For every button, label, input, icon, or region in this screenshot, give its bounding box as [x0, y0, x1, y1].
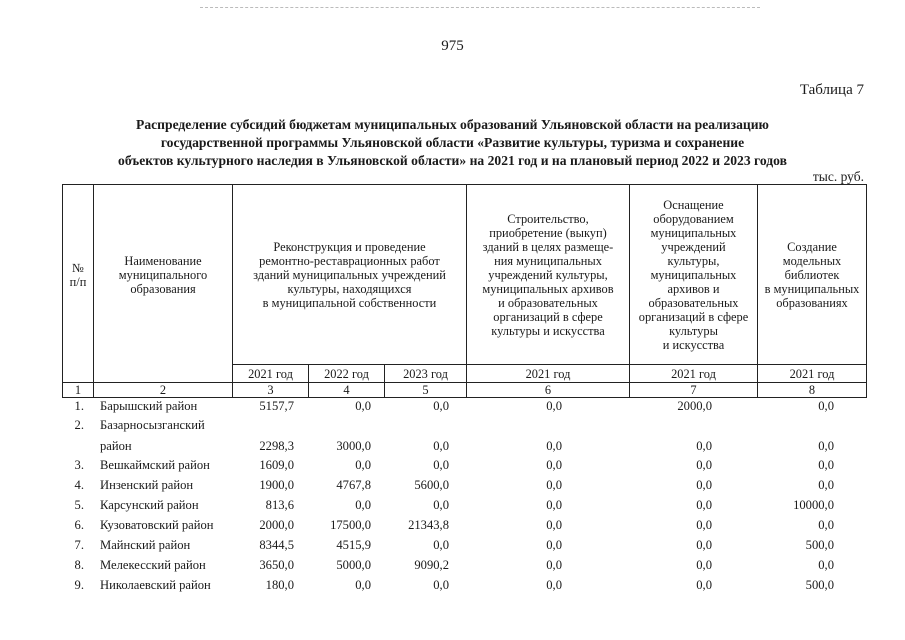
value-reconstruction-2021: 5157,7: [259, 399, 294, 413]
value-reconstruction-2022: 0,0: [355, 578, 371, 592]
value-libraries-2021: 0,0: [818, 399, 834, 413]
row-number: 6.: [74, 518, 84, 532]
value-reconstruction-2023: 0,0: [433, 439, 449, 453]
value-construction-2021: 0,0: [546, 518, 562, 532]
value-construction-2021: 0,0: [546, 498, 562, 512]
header-reconstruction: Реконструкция и проведение ремонтно-реставрационных работ зданий муниципальных учреждений культуры, находящихся в муниципальной собственности: [253, 239, 446, 310]
header-equipment: Оснащение оборудованием муниципальных учреждений культуры, муниципальных архивов и образовательных организаций в сфере культуры и искусства: [638, 197, 749, 352]
value-equipment-2021: 0,0: [696, 478, 712, 492]
value-reconstruction-2023: 0,0: [433, 498, 449, 512]
title-line: Распределение субсидий бюджетам муниципальных образований Ульяновской области на реализацию: [136, 117, 769, 132]
municipality-name: Николаевский район: [100, 578, 211, 592]
header-construction: Строительство, приобретение (выкуп) зданий в целях размеще- ния муниципальных учреждений культуры, муниципальных архивов и образовательных организаций в сфере культуры и искусства: [482, 211, 614, 338]
page-number: 975: [441, 38, 464, 54]
value-equipment-2021: 0,0: [696, 578, 712, 592]
row-number: 8.: [74, 558, 84, 572]
value-construction-2021: 0,0: [546, 578, 562, 592]
row-number: 9.: [74, 578, 84, 592]
value-reconstruction-2023: 0,0: [433, 399, 449, 413]
municipality-name: Вешкаймский район: [100, 458, 210, 472]
header-libraries: Создание модельных библиотек в муниципальных образованиях: [764, 239, 860, 310]
value-libraries-2021: 0,0: [818, 439, 834, 453]
header-year: 2021 год: [671, 366, 716, 381]
column-number: 8: [808, 383, 816, 397]
value-reconstruction-2023: 0,0: [433, 538, 449, 552]
municipality-name: Кузоватовский район: [100, 518, 214, 532]
header-year: 2021 год: [248, 366, 293, 381]
column-number: 2: [159, 383, 167, 397]
header-num: № п/п: [69, 260, 87, 289]
row-number: 4.: [74, 478, 84, 492]
value-reconstruction-2022: 3000,0: [336, 439, 371, 453]
table-header: [62, 184, 867, 398]
municipality-name: Майнский район: [100, 538, 191, 552]
value-reconstruction-2023: 9090,2: [414, 558, 449, 572]
value-construction-2021: 0,0: [546, 439, 562, 453]
value-reconstruction-2021: 3650,0: [259, 558, 294, 572]
column-number: 1: [74, 383, 82, 397]
value-construction-2021: 0,0: [546, 478, 562, 492]
value-reconstruction-2021: 180,0: [265, 578, 294, 592]
value-reconstruction-2022: 4515,9: [336, 538, 371, 552]
value-equipment-2021: 0,0: [696, 518, 712, 532]
value-libraries-2021: 0,0: [818, 458, 834, 472]
value-construction-2021: 0,0: [546, 399, 562, 413]
municipality-name: Барышский район: [100, 399, 198, 413]
column-number: 7: [690, 383, 697, 397]
column-number: 6: [544, 383, 552, 397]
value-reconstruction-2022: 4767,8: [336, 478, 371, 492]
value-libraries-2021: 500,0: [805, 538, 834, 552]
municipality-name: Мелекесский район: [100, 558, 206, 572]
value-reconstruction-2022: 17500,0: [330, 518, 371, 532]
value-equipment-2021: 0,0: [696, 538, 712, 552]
row-number: 1.: [74, 399, 84, 413]
value-reconstruction-2022: 0,0: [355, 399, 371, 413]
value-reconstruction-2022: 0,0: [355, 458, 371, 472]
value-reconstruction-2023: 5600,0: [414, 478, 449, 492]
value-reconstruction-2022: 0,0: [355, 498, 371, 512]
header-year: 2021 год: [525, 366, 571, 381]
municipality-name: Инзенский район: [100, 478, 194, 492]
municipality-name-continued: район: [100, 439, 132, 453]
value-reconstruction-2021: 813,6: [265, 498, 294, 512]
column-number: 4: [343, 383, 350, 397]
value-reconstruction-2023: 0,0: [433, 578, 449, 592]
scan-edge: [200, 7, 760, 8]
row-number: 5.: [74, 498, 84, 512]
value-reconstruction-2021: 8344,5: [259, 538, 294, 552]
value-equipment-2021: 0,0: [696, 439, 712, 453]
value-construction-2021: 0,0: [546, 458, 562, 472]
value-reconstruction-2021: 1609,0: [259, 458, 294, 472]
value-reconstruction-2021: 2000,0: [259, 518, 294, 532]
row-number: 3.: [74, 458, 84, 472]
column-number: 5: [422, 383, 429, 397]
value-construction-2021: 0,0: [546, 538, 562, 552]
value-equipment-2021: 0,0: [696, 458, 712, 472]
row-number: 7.: [74, 538, 84, 552]
value-reconstruction-2023: 0,0: [433, 458, 449, 472]
value-equipment-2021: 0,0: [696, 558, 712, 572]
value-libraries-2021: 10000,0: [793, 498, 834, 512]
column-number: 3: [267, 383, 274, 397]
header-year: 2021 год: [789, 366, 835, 381]
grid-line: [62, 397, 867, 398]
table-title: [40, 116, 865, 170]
municipality-name: Базарносызганский: [100, 418, 205, 432]
header-name: Наименование муниципального образования: [118, 253, 208, 296]
value-reconstruction-2021: 1900,0: [259, 478, 294, 492]
value-libraries-2021: 0,0: [818, 478, 834, 492]
value-reconstruction-2021: 2298,3: [259, 439, 294, 453]
value-equipment-2021: 0,0: [696, 498, 712, 512]
units-label: тыс. руб.: [812, 169, 864, 184]
title-line: государственной программы Ульяновской области «Развитие культуры, туризма и сохранение: [160, 135, 745, 150]
municipality-name: Карсунский район: [100, 498, 199, 512]
value-equipment-2021: 2000,0: [677, 399, 712, 413]
header-year: 2023 год: [403, 366, 448, 381]
value-libraries-2021: 0,0: [818, 558, 834, 572]
table-label: Таблица 7: [799, 82, 864, 98]
header-year: 2022 год: [324, 366, 369, 381]
value-libraries-2021: 0,0: [818, 518, 834, 532]
row-number: 2.: [74, 418, 84, 432]
value-reconstruction-2023: 21343,8: [408, 518, 449, 532]
value-reconstruction-2022: 5000,0: [336, 558, 371, 572]
value-libraries-2021: 500,0: [805, 578, 834, 592]
value-construction-2021: 0,0: [546, 558, 562, 572]
title-line: объектов культурного наследия в Ульяновской области» на 2021 год и на плановый период 2022 и 2023 годов: [118, 153, 787, 168]
grid-line: [866, 184, 867, 398]
